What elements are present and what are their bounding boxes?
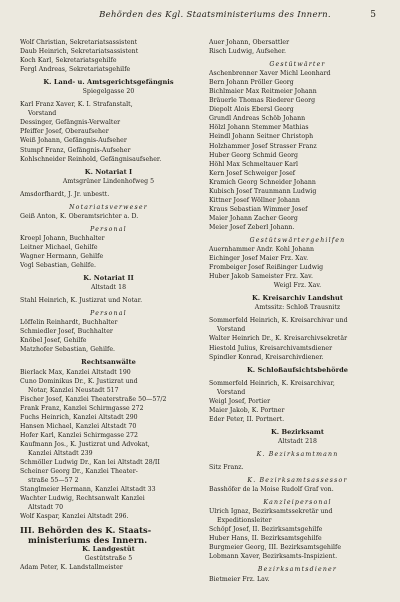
subsection-heading: Personal: [90, 310, 127, 318]
entry-line: Huber Hans, II. Bezirksamtsgehilfe: [209, 535, 322, 543]
subsection-heading: Gestütswärtergehilfen: [249, 236, 346, 244]
entry-line: Bräuerle Thomas Riederer Georg: [209, 97, 316, 105]
entry-line: Eichinger Josef Maier Frz. Xav.: [209, 255, 309, 263]
entry-line: Bichlmaier Max Reitmeier Johann: [209, 88, 317, 96]
entry-line: Altstadt 18: [90, 284, 127, 292]
entry-line: Kubisch Josef Traunmann Ludwig: [209, 187, 317, 195]
entry-line: Wolf Kaspar, Kanzlei Altstadt 296.: [20, 513, 129, 521]
right-column: [209, 38, 386, 584]
entry-line: Hansen Michael, Kanzlei Altstadt 70: [20, 422, 137, 430]
section-heading: K. Landgestüt: [82, 545, 135, 554]
entry-line: Kern Josef Schweiger Josef: [209, 169, 296, 177]
entry-line: Weiß Johann, Gefängnis-Aufseher: [20, 137, 127, 145]
subsection-heading: Personal: [90, 225, 127, 233]
entry-line: Weigl Josef, Portier: [209, 397, 271, 405]
entry-line: Grundl Andreas Schöb Johann: [209, 115, 306, 123]
entry-line: Wolf Christian, Sekretariatsassistent: [20, 39, 138, 46]
entry-line: Altstadt 70: [28, 504, 64, 512]
entry-line: Schmiedler Josef, Buchhalter: [20, 328, 113, 336]
entry-line: Hölzl Johann Stemmer Mathias: [209, 124, 309, 132]
entry-line: Ulrich Ignaz, Bezirksamtssekretär und: [209, 508, 333, 516]
subsection-heading: Kanzleipersonal: [263, 499, 332, 507]
entry-line: Kraus Sebastian Wimmer Josef: [209, 205, 308, 213]
entry-line: Frank Franz, Kanzlei Schirmgasse 272: [20, 404, 144, 412]
entry-line: Leitner Michael, Gehilfe: [20, 243, 98, 251]
section-heading: K. Schloßaufsichtsbehörde: [246, 365, 349, 374]
section-heading: K. Kreisarchiv Landshut: [252, 294, 343, 303]
entry-line: Amtsgrüner Lindenhofweg 5: [62, 177, 155, 185]
entry-line: Vorstand: [217, 326, 246, 334]
entry-line: Kohlschneider Reinhold, Gefängnisaufseher.: [20, 155, 162, 163]
entry-line: Lobmann Xaver, Bezirksamts-Inspizient.: [209, 553, 338, 561]
entry-line: Huber Georg Schmid Georg: [209, 151, 299, 159]
entry-line: Bietmeier Frz. Lav.: [209, 575, 270, 583]
entry-line: Dessinger, Gefängnis-Verwalter: [20, 119, 121, 127]
entry-line: Stahl Heinrich, K. Justizrat und Notar.: [20, 297, 143, 305]
entry-line: Fergl Andreas, Sekretariatsgehilfe: [20, 66, 131, 74]
entry-line: Fischer Josef, Kanzlei Theaterstraße 50—57/2: [20, 395, 167, 403]
page-header: [0, 10, 400, 24]
section-heading: ministeriums des Innern.: [28, 535, 148, 546]
entry-line: Holzhammer Josef Strasser Franz: [209, 142, 317, 150]
entry-line: Kroepl Johann, Buchhalter: [20, 234, 105, 242]
entry-line: Kittner Josef Wöllner Johann: [209, 196, 300, 204]
entry-line: Daub Heinrich, Sekretariatsassistent: [20, 48, 139, 56]
entry-line: Amsdorfhardt, J. Jr. unbestt.: [20, 190, 110, 198]
subsection-heading: K. Bezirksamtsassessor: [247, 477, 348, 485]
section-heading: Rechtsanwälte: [81, 358, 136, 367]
subsection-heading: Notariatsverweser: [69, 203, 148, 211]
entry-line: Heindl Johann Seitner Christoph: [209, 133, 314, 141]
page-number: 5: [370, 10, 376, 20]
entry-line: Koch Karl, Sekretariatsgehilfe: [20, 57, 117, 65]
entry-line: Diepolt Alois Ebersl Georg: [209, 106, 294, 114]
left-column: [20, 38, 197, 572]
entry-line: Maier Jakob, K. Portner: [209, 406, 285, 414]
entry-line: Vorstand: [28, 110, 57, 118]
entry-line: Notar, Kanzlei Neustadt 517: [28, 386, 119, 394]
entry-line: Burgmeier Georg, III. Bezirksamtsgehilfe: [209, 544, 342, 552]
entry-line: Eder Peter, II. Portnert.: [209, 415, 285, 423]
entry-line: straße 55—57 2: [28, 477, 79, 485]
entry-line: Wagner Hermann, Gehilfe: [20, 252, 104, 260]
section-heading: K. Notariat I: [84, 167, 133, 176]
entry-line: Gestütstraße 5: [84, 555, 133, 563]
entry-line: Hofer Karl, Kanzlei Schirmgasse 272: [20, 431, 139, 439]
subsection-heading: K. Bezirksamtmann: [256, 450, 339, 458]
entry-line: Höhl Max Schmeltauer Karl: [209, 160, 298, 168]
entry-line: Sommerfeld Heinrich, K. Kreisarchivar,: [209, 379, 335, 387]
entry-line: Vogl Sebastian, Gehilfe.: [20, 262, 96, 270]
entry-line: Schöpf Josef, II. Bezirksamtsgehilfe: [209, 526, 323, 534]
entry-line: Bierlack Max, Kanzlei Altstadt 190: [20, 368, 131, 376]
entry-line: Basshöfer de la Moise Rudolf Graf von.: [209, 486, 334, 494]
section-heading: K. Notariat II: [83, 274, 134, 283]
entry-line: Sommerfeld Heinrich, K. Kreisarchivar und: [209, 317, 348, 325]
entry-line: Knöbel Josef, Gehilfe: [20, 337, 87, 345]
entry-line: Stanglmeier Hermann, Kanzlei Altstadt 33: [20, 486, 156, 494]
entry-line: Maier Johann Zacher Georg: [209, 214, 298, 222]
entry-line: Matzhofer Sebastian, Gehilfe.: [20, 346, 116, 354]
entry-line: Scheiner Georg Dr., Kanzlei Theater-: [20, 468, 138, 476]
entry-line: Spindler Konrad, Kreisarchivdiener.: [209, 353, 324, 361]
subsection-heading: Bezirksamtsdiener: [257, 566, 338, 574]
entry-line: Spiegelgasse 20: [82, 88, 135, 96]
subsection-heading: Gestütwärter: [269, 61, 326, 69]
entry-line: Löffelin Reinhardt, Buchhalter: [20, 319, 118, 327]
entry-line: Risch Ludwig, Aufseher.: [209, 48, 287, 56]
entry-line: Adam Peter, K. Landstallmeister: [20, 564, 123, 572]
entry-line: Auernhammer Andr. Kohl Johann: [209, 246, 315, 254]
entry-line: Kramich Georg Schneider Johann: [209, 178, 316, 186]
entry-line: Schmöller Ludwig Dr., Kan lei Altstadt 28/II: [20, 458, 160, 466]
entry-line: Weigl Frz. Xav.: [273, 282, 322, 290]
entry-line: Kaufmann Jos., K. Justizrat und Advokat,: [20, 440, 150, 448]
entry-line: Auer Johann, Obersattler: [209, 39, 290, 46]
entry-line: Fuchs Heinrich, Kanzlei Altstadt 290: [20, 413, 138, 421]
entry-line: Karl Franz Xaver, K. I. Strafanstalt,: [20, 101, 133, 109]
entry-line: Wachter Ludwig, Rechtsanwalt Kanzlei: [20, 495, 145, 503]
section-heading: K. Bezirksamt: [270, 427, 325, 436]
entry-line: Amtssitz: Schloß Trausnitz: [254, 304, 341, 312]
entry-line: Vorstand: [217, 388, 246, 396]
entry-line: Geiß Anton, K. Oberamtsrichter a. D.: [20, 212, 139, 220]
entry-line: Expeditionsleiter: [217, 517, 272, 525]
entry-line: Pfeiffer Josef, Oberaufseher: [20, 128, 109, 136]
entry-line: Huber Jakob Sameister Frz. Xav.: [209, 273, 313, 281]
section-heading: K. Land- u. Amtsgerichtsgefängnis: [43, 78, 174, 87]
entry-line: Altstadt 218: [277, 437, 318, 445]
section-heading: III. Behörden des K. Staats-: [20, 525, 152, 536]
entry-line: Bern Johann Pröller Georg: [209, 79, 294, 87]
entry-line: Kanzlei Altstadt 239: [28, 449, 93, 457]
running-title: Behörden des Kgl. Staatsministeriums des Innern.: [99, 10, 331, 20]
entry-line: Walter Heinrich Dr., K. Kreisarchivsekretär: [209, 335, 348, 343]
entry-line: Meier Josef Zeberl Johann.: [209, 223, 295, 231]
entry-line: Sitz Franz.: [209, 464, 244, 472]
entry-line: Stumpf Franz, Gefängnis-Aufseher: [20, 146, 131, 154]
entry-line: Cuno Dominikus Dr., K. Justizrat und: [20, 377, 138, 385]
entry-line: Aschenbrenner Xaver Michl Leonhard: [209, 70, 331, 78]
entry-line: Frombeiger Josef Reißinger Ludwig: [209, 264, 324, 272]
entry-line: Hiestold Julius, Kreisarchivamtsdiener: [209, 344, 333, 352]
